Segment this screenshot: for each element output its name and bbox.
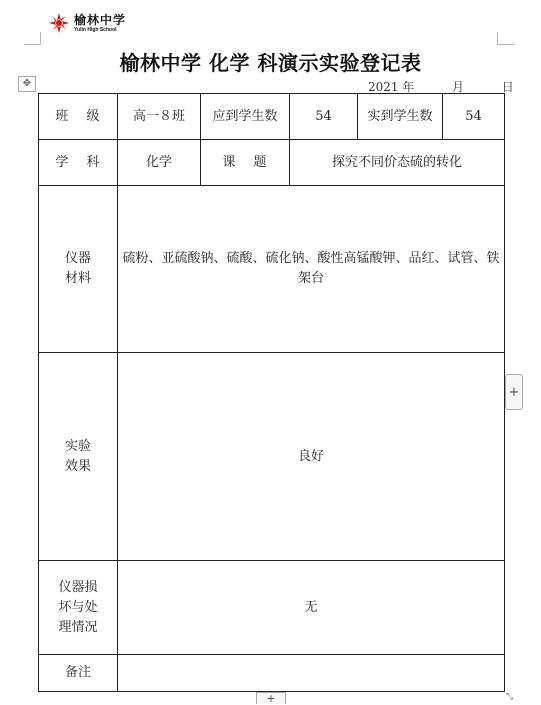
topic-value[interactable]: 探究不同价态硫的转化 bbox=[290, 140, 505, 186]
table-row-subject bbox=[39, 140, 505, 186]
page-title: 榆林中学 化学 科演示实验登记表 bbox=[119, 51, 422, 75]
damage-label-line-1: 仪器损 bbox=[58, 579, 98, 595]
effect-label-line-1: 实验 bbox=[64, 438, 91, 454]
table-row-damage bbox=[39, 561, 505, 655]
materials-value[interactable]: 硫粉、亚硫酸钠、硫酸、硫化钠、酸性高锰酸钾、品红、试管、铁架台 bbox=[118, 186, 505, 353]
date-year: 2021 bbox=[368, 80, 399, 94]
table-row-remark bbox=[39, 655, 505, 692]
materials-label bbox=[39, 186, 118, 353]
date-day-label: 日 bbox=[501, 80, 514, 94]
expected-students-value[interactable]: 54 bbox=[290, 94, 358, 140]
crop-mark-top-left bbox=[24, 32, 41, 45]
remark-value[interactable] bbox=[118, 655, 505, 692]
logo-chinese-name: 榆林中学 bbox=[74, 12, 127, 27]
add-column-plus-icon[interactable]: + bbox=[505, 374, 523, 410]
effect-value[interactable]: 良好 bbox=[118, 353, 505, 561]
add-row-plus-icon[interactable]: + bbox=[256, 692, 286, 704]
table-resize-icon[interactable]: ⤡ bbox=[506, 692, 514, 702]
subject-value[interactable]: 化学 bbox=[118, 140, 201, 186]
remark-label: 备注 bbox=[39, 655, 118, 692]
class-label: 班 级 bbox=[39, 94, 118, 140]
logo-english-name: Yulin High School bbox=[74, 26, 117, 33]
topic-label: 课 题 bbox=[201, 140, 290, 186]
table-row-materials bbox=[39, 186, 505, 353]
class-value[interactable]: 高一８班 bbox=[118, 94, 201, 140]
damage-value[interactable]: 无 bbox=[118, 561, 505, 655]
actual-students-label: 实到学生数 bbox=[358, 94, 443, 140]
subject-label: 学 科 bbox=[39, 140, 118, 186]
damage-label bbox=[39, 561, 118, 655]
actual-students-value[interactable]: 54 bbox=[443, 94, 505, 140]
school-logo bbox=[48, 12, 126, 34]
table-row-effect bbox=[39, 353, 505, 561]
effect-label bbox=[39, 353, 118, 561]
table-move-handle-icon[interactable]: ✥ bbox=[18, 76, 36, 92]
expected-students-label: 应到学生数 bbox=[201, 94, 290, 140]
damage-label-line-2: 坏与处 bbox=[58, 599, 98, 615]
school-emblem-icon bbox=[48, 12, 70, 34]
crop-mark-top-right bbox=[497, 32, 514, 45]
effect-label-line-2: 效果 bbox=[64, 458, 91, 474]
materials-label-line-2: 材料 bbox=[64, 271, 91, 286]
date-month-label: 月 bbox=[452, 80, 465, 94]
registration-table bbox=[38, 93, 505, 692]
damage-label-line-3: 理情况 bbox=[58, 619, 98, 635]
materials-label-line-1: 仪器 bbox=[64, 251, 91, 266]
date-year-label: 年 bbox=[402, 80, 415, 94]
table-row-class bbox=[39, 94, 505, 140]
